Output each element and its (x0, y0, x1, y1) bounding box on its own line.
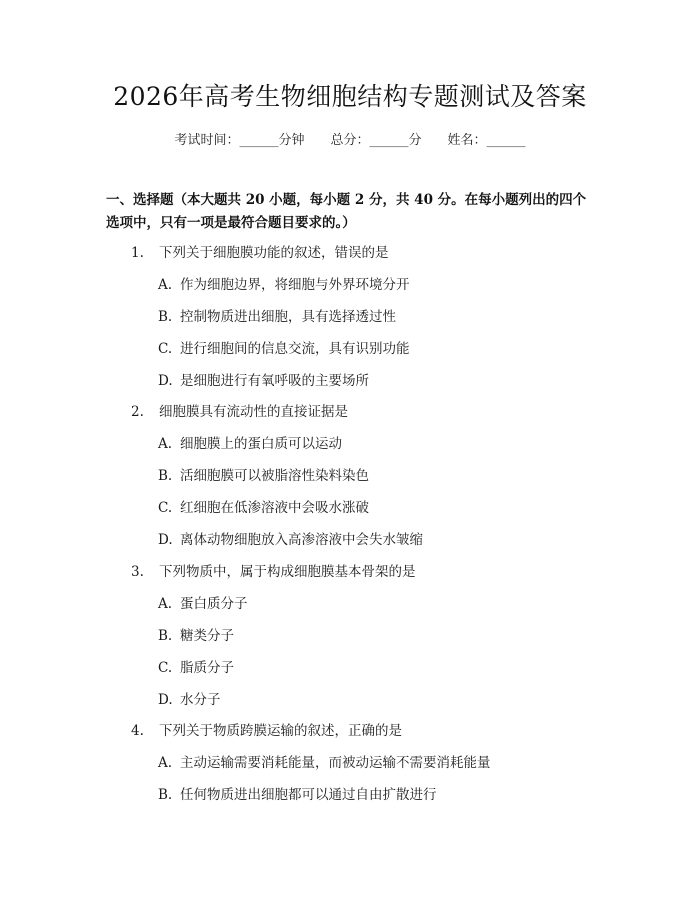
question-text: 下列关于物质跨膜运输的叙述，正确的是 (159, 723, 402, 739)
question-2-option-d (158, 530, 423, 550)
option-letter: B. (158, 309, 173, 325)
option-letter: A. (158, 755, 173, 771)
option-letter: C. (158, 500, 173, 516)
question-2-option-c (158, 498, 369, 518)
question-number: 2. (131, 404, 144, 420)
option-text: 控制物质进出细胞，具有选择透过性 (180, 309, 396, 325)
question-2-option-a (158, 434, 342, 454)
option-letter: B. (158, 468, 173, 484)
option-text: 任何物质进出细胞都可以通过自由扩散进行 (180, 787, 437, 803)
option-text: 是细胞进行有氧呼吸的主要场所 (180, 373, 369, 389)
question-text: 下列物质中，属于构成细胞膜基本骨架的是 (159, 564, 416, 580)
question-number: 3. (131, 564, 144, 580)
question-text: 下列关于细胞膜功能的叙述，错误的是 (159, 245, 389, 261)
option-letter: A. (158, 436, 173, 452)
option-text: 水分子 (180, 692, 221, 708)
exam-time-field: 考试时间：______分钟 (174, 133, 305, 148)
option-text: 糖类分子 (180, 628, 234, 644)
question-1-option-c (158, 339, 410, 359)
option-letter: A. (158, 596, 173, 612)
option-text: 进行细胞间的信息交流，具有识别功能 (180, 341, 410, 357)
option-letter: D. (158, 692, 173, 708)
question-3-option-b (158, 626, 234, 646)
question-1-option-b (158, 307, 396, 327)
question-4-option-a (158, 753, 491, 773)
question-3-option-a (158, 594, 248, 614)
option-letter: D. (158, 373, 173, 389)
exam-meta (0, 131, 700, 151)
question-1 (131, 243, 389, 263)
question-number: 4. (131, 723, 144, 739)
option-text: 主动运输需要消耗能量，而被动运输不需要消耗能量 (180, 755, 491, 771)
question-2-option-b (158, 466, 369, 486)
question-1-option-d (158, 371, 369, 391)
option-text: 脂质分子 (180, 660, 234, 676)
option-letter: D. (158, 532, 173, 548)
option-text: 细胞膜上的蛋白质可以运动 (180, 436, 342, 452)
question-3-option-c (158, 658, 234, 678)
total-score-field: 总分：______分 (330, 133, 422, 148)
student-name-field: 姓名：______ (447, 133, 526, 148)
option-letter: C. (158, 660, 173, 676)
question-4-option-b (158, 785, 437, 805)
question-number: 1. (131, 245, 144, 261)
question-2 (131, 402, 348, 422)
question-1-option-a (158, 275, 410, 295)
option-letter: B. (158, 628, 173, 644)
question-3 (131, 562, 416, 582)
option-text: 蛋白质分子 (180, 596, 248, 612)
question-3-option-d (158, 690, 221, 710)
option-letter: C. (158, 341, 173, 357)
option-letter: A. (158, 277, 173, 293)
option-text: 红细胞在低渗溶液中会吸水涨破 (180, 500, 369, 516)
option-text: 作为细胞边界，将细胞与外界环境分开 (180, 277, 410, 293)
section-heading-choice: 一、选择题（本大题共 20 小题，每小题 2 分，共 40 分。在每小题列出的四个选项中，只有一项是最符合题目要求的。） (106, 192, 587, 231)
question-text: 细胞膜具有流动性的直接证据是 (159, 404, 348, 420)
option-text: 活细胞膜可以被脂溶性染料染色 (180, 468, 369, 484)
question-4 (131, 721, 402, 741)
option-text: 离体动物细胞放入高渗溶液中会失水皱缩 (180, 532, 423, 548)
option-letter: B. (158, 787, 173, 803)
page-title: 2026年高考生物细胞结构专题测试及答案 (113, 82, 587, 111)
